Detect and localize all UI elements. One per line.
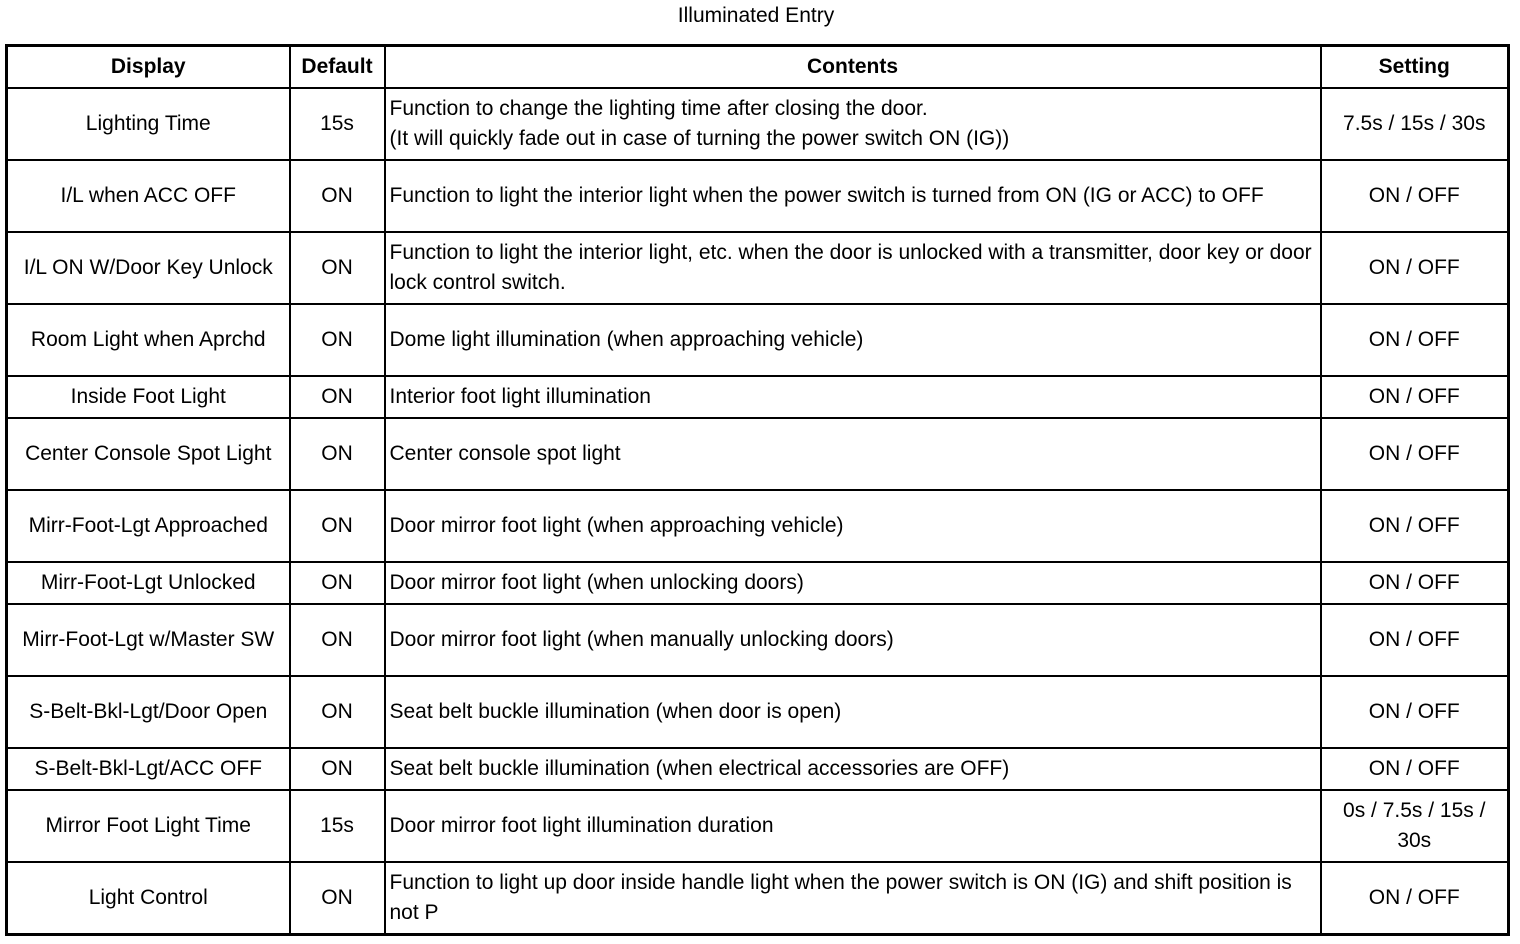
contents-line: Door mirror foot light (when manually unlocking doors) [389,628,894,651]
setting-cell: ON / OFF [1321,376,1509,418]
default-cell: ON [290,418,385,490]
default-cell: ON [290,862,385,934]
contents-cell [385,748,1321,790]
contents-cell [385,676,1321,748]
contents-line: Seat belt buckle illumination (when electrical accessories are OFF) [389,757,1010,780]
contents-cell [385,232,1321,304]
default-cell: ON [290,490,385,562]
default-cell: 15s [290,88,385,160]
contents-line: Function to light up door inside handle light when the power switch is ON (IG) and shift position is not P [389,870,1292,924]
table-row [7,418,1509,490]
display-cell: S-Belt-Bkl-Lgt/ACC OFF [7,748,290,790]
setting-cell: ON / OFF [1321,232,1509,304]
setting-cell: ON / OFF [1321,562,1509,604]
display-cell: Inside Foot Light [7,376,290,418]
header-row [7,46,1509,89]
contents-line: Door mirror foot light (when unlocking doors) [389,571,804,594]
illuminated-entry-table [5,44,1510,936]
setting-cell: 7.5s / 15s / 30s [1321,88,1509,160]
display-cell: Mirror Foot Light Time [7,790,290,862]
table-row [7,304,1509,376]
table-row [7,160,1509,232]
default-cell: 15s [290,790,385,862]
table-row [7,790,1509,862]
setting-cell: ON / OFF [1321,304,1509,376]
default-cell: ON [290,160,385,232]
table-row [7,376,1509,418]
contents-line: Dome light illumination (when approaching vehicle) [389,328,864,351]
contents-cell [385,304,1321,376]
header-default: Default [290,46,385,89]
display-cell: Lighting Time [7,88,290,160]
contents-cell [385,490,1321,562]
contents-line: Seat belt buckle illumination (when door is open) [389,700,842,723]
default-cell: ON [290,562,385,604]
default-cell: ON [290,748,385,790]
header-setting: Setting [1321,46,1509,89]
setting-cell: ON / OFF [1321,862,1509,934]
display-cell: S-Belt-Bkl-Lgt/Door Open [7,676,290,748]
default-cell: ON [290,232,385,304]
table-row [7,232,1509,304]
header-display: Display [7,46,290,89]
setting-cell: ON / OFF [1321,748,1509,790]
display-cell: Mirr-Foot-Lgt w/Master SW [7,604,290,676]
default-cell: ON [290,604,385,676]
display-cell: Mirr-Foot-Lgt Approached [7,490,290,562]
contents-line: Interior foot light illumination [389,385,651,408]
table-row [7,490,1509,562]
contents-cell [385,862,1321,934]
contents-line: Function to light the interior light, etc. when the door is unlocked with a transmitter, door key or door lock control switch. [389,241,1312,294]
contents-cell [385,376,1321,418]
table-row [7,676,1509,748]
contents-cell [385,88,1321,160]
default-cell: ON [290,676,385,748]
contents-cell [385,562,1321,604]
display-cell: I/L when ACC OFF [7,160,290,232]
display-cell: Center Console Spot Light [7,418,290,490]
display-cell: Mirr-Foot-Lgt Unlocked [7,562,290,604]
table-title: Illuminated Entry [677,4,835,27]
contents-line: Door mirror foot light (when approaching vehicle) [389,514,844,537]
contents-cell [385,160,1321,232]
contents-line: Function to change the lighting time after closing the door. [389,97,928,120]
table-row [7,88,1509,160]
header-contents: Contents [385,46,1321,89]
table-row [7,748,1509,790]
display-cell: Light Control [7,862,290,934]
setting-cell: ON / OFF [1321,418,1509,490]
contents-cell [385,604,1321,676]
contents-line: Door mirror foot light illumination duration [389,814,774,837]
default-cell: ON [290,304,385,376]
contents-line: Center console spot light [389,442,621,465]
contents-line: Function to light the interior light when the power switch is turned from ON (IG or ACC) to OFF [389,184,1264,207]
table-row [7,562,1509,604]
default-cell: ON [290,376,385,418]
setting-cell: ON / OFF [1321,604,1509,676]
setting-cell: ON / OFF [1321,490,1509,562]
table-row [7,604,1509,676]
display-cell: I/L ON W/Door Key Unlock [7,232,290,304]
setting-cell: ON / OFF [1321,676,1509,748]
contents-cell [385,790,1321,862]
contents-line: (It will quickly fade out in case of turning the power switch ON (IG)) [389,127,1010,150]
table-row [7,862,1509,934]
contents-cell [385,418,1321,490]
setting-cell: ON / OFF [1321,160,1509,232]
setting-cell: 0s / 7.5s / 15s / 30s [1321,790,1509,862]
display-cell: Room Light when Aprchd [7,304,290,376]
